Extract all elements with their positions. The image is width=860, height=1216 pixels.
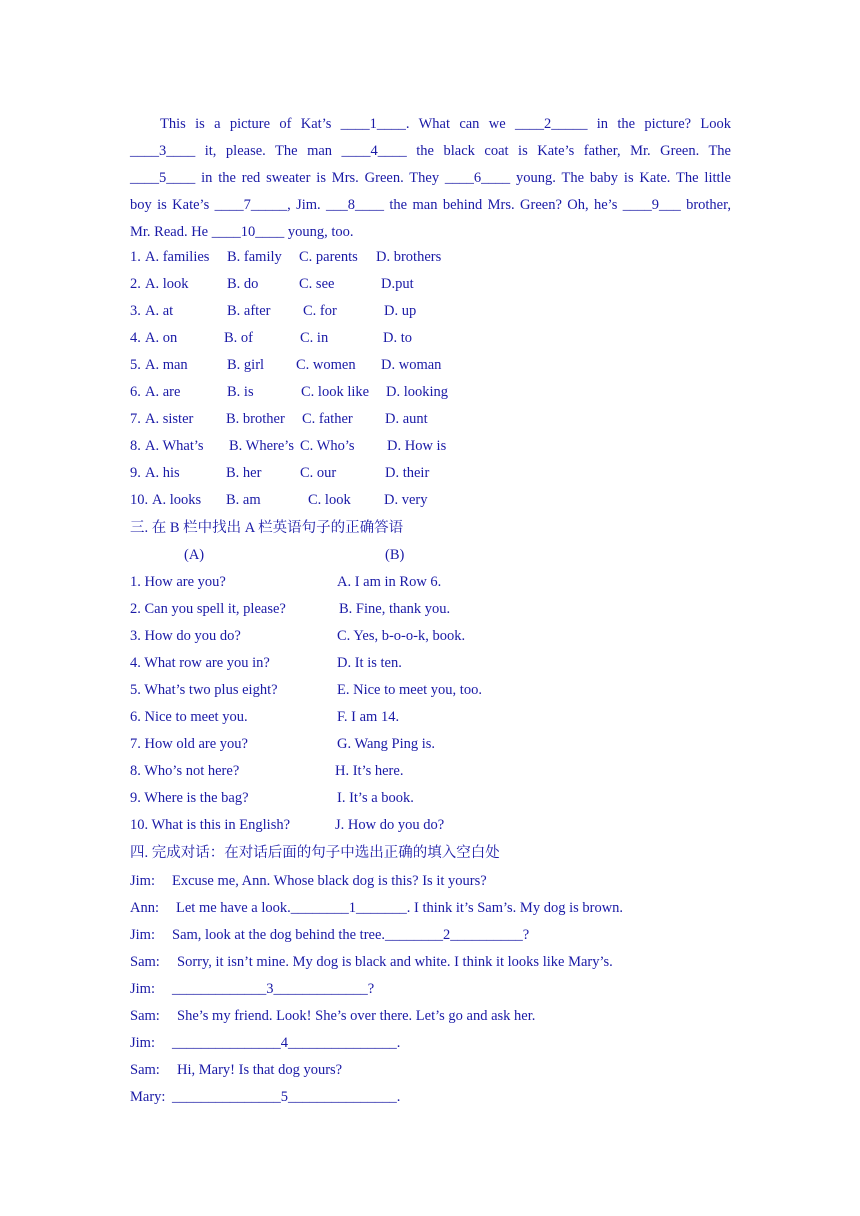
answer-b-8: H. It’s here. — [335, 763, 404, 779]
option-c: C. our — [300, 465, 337, 481]
speaker: Sam: — [130, 954, 160, 970]
passage-line-4: boy is Kate’s ____7_____, Jim. ___8____ the man behind Mrs. Green? Oh, he’s ____9___ brother, — [130, 197, 731, 213]
answer-b-9: I. It’s a book. — [337, 790, 414, 806]
passage-line-3: ____5____ in the red sweater is Mrs. Green. They ____6____ young. The baby is Kate. The little — [130, 170, 731, 186]
choice-number: 5. — [130, 357, 141, 373]
dialogue-text: Excuse me, Ann. Whose black dog is this? Is it yours? — [172, 873, 487, 889]
option-d: D. very — [384, 492, 428, 508]
option-b: B. is — [227, 384, 254, 400]
choice-number: 9. — [130, 465, 141, 481]
option-d: D. woman — [381, 357, 442, 373]
choice-number: 3. — [130, 303, 141, 319]
question-a-5: 5. What’s two plus eight? — [130, 682, 278, 698]
answer-b-1: A. I am in Row 6. — [337, 574, 442, 590]
option-a: A. are — [145, 384, 181, 400]
answer-b-3: C. Yes, b-o-o-k, book. — [337, 628, 466, 644]
speaker: Jim: — [130, 873, 155, 889]
option-c: C. for — [303, 303, 337, 319]
option-d: D. to — [383, 330, 412, 346]
option-b: B. family — [227, 249, 282, 265]
option-d: D. looking — [386, 384, 449, 400]
passage-line-5: Mr. Read. He ____10____ young, too. — [130, 224, 354, 240]
dialogue-text: _______________4_______________. — [172, 1035, 401, 1051]
section-3-title: 三. 在 B 栏中找出 A 栏英语句子的正确答语 — [130, 520, 404, 536]
speaker: Jim: — [130, 927, 155, 943]
option-b: B. of — [224, 330, 253, 346]
speaker: Mary: — [130, 1089, 166, 1105]
choice-number: 8. — [130, 438, 141, 454]
question-a-7: 7. How old are you? — [130, 736, 248, 752]
option-a: A. families — [145, 249, 210, 265]
speaker: Sam: — [130, 1008, 160, 1024]
option-d: D. brothers — [376, 249, 442, 265]
option-a: A. his — [145, 465, 180, 481]
question-a-4: 4. What row are you in? — [130, 655, 270, 671]
option-a: A. looks — [152, 492, 202, 508]
option-a: A. on — [145, 330, 178, 346]
choice-number: 7. — [130, 411, 141, 427]
question-a-1: 1. How are you? — [130, 574, 226, 590]
option-b: B. brother — [226, 411, 285, 427]
choice-number: 1. — [130, 249, 141, 265]
option-a: A. What’s — [145, 438, 204, 454]
option-c: C. look — [308, 492, 351, 508]
option-a: A. sister — [145, 411, 194, 427]
choice-number: 4. — [130, 330, 141, 346]
option-c: C. women — [296, 357, 356, 373]
option-b: B. am — [226, 492, 261, 508]
question-a-3: 3. How do you do? — [130, 628, 241, 644]
passage-line-2: ____3____ it, please. The man ____4____ the black coat is Kate’s father, Mr. Green. The — [130, 143, 731, 159]
option-c: C. Who’s — [300, 438, 355, 454]
option-b: B. do — [227, 276, 259, 292]
option-c: C. see — [299, 276, 335, 292]
option-d: D. their — [385, 465, 430, 481]
option-d: D.put — [381, 276, 414, 292]
option-d: D. How is — [387, 438, 447, 454]
dialogue-text: She’s my friend. Look! She’s over there. Let’s go and ask her. — [177, 1008, 536, 1024]
option-c: C. parents — [299, 249, 358, 265]
speaker: Ann: — [130, 900, 159, 916]
answer-b-6: F. I am 14. — [337, 709, 400, 725]
question-a-8: 8. Who’s not here? — [130, 763, 240, 779]
dialogue-text: _______________5_______________. — [172, 1089, 401, 1105]
dialogue-text: Hi, Mary! Is that dog yours? — [177, 1062, 343, 1078]
option-c: C. in — [300, 330, 329, 346]
speaker: Sam: — [130, 1062, 160, 1078]
option-c: C. father — [302, 411, 353, 427]
option-a: A. man — [145, 357, 188, 373]
option-a: A. at — [145, 303, 174, 319]
option-b: B. girl — [227, 357, 265, 373]
dialogue-text: Sorry, it isn’t mine. My dog is black and white. I think it looks like Mary’s. — [177, 954, 613, 970]
dialogue-text: Let me have a look.________1_______. I think it’s Sam’s. My dog is brown. — [176, 900, 624, 916]
column-b-header: (B) — [385, 547, 405, 563]
dialogue-text: Sam, look at the dog behind the tree.________2__________? — [172, 927, 530, 943]
speaker: Jim: — [130, 1035, 155, 1051]
option-d: D. up — [384, 303, 417, 319]
option-a: A. look — [145, 276, 189, 292]
answer-b-5: E. Nice to meet you, too. — [337, 682, 482, 698]
option-b: B. her — [226, 465, 262, 481]
speaker: Jim: — [130, 981, 155, 997]
choice-number: 10. — [130, 492, 149, 508]
answer-b-10: J. How do you do? — [335, 817, 445, 833]
choice-number: 2. — [130, 276, 141, 292]
column-a-header: (A) — [184, 547, 205, 563]
answer-b-4: D. It is ten. — [337, 655, 402, 671]
answer-b-2: B. Fine, thank you. — [339, 601, 451, 617]
option-b: B. Where’s — [229, 438, 294, 454]
question-a-2: 2. Can you spell it, please? — [130, 601, 286, 617]
option-d: D. aunt — [385, 411, 428, 427]
question-a-6: 6. Nice to meet you. — [130, 709, 248, 725]
passage-line-1: This is a picture of Kat’s ____1____. What can we ____2_____ in the picture? Look — [160, 116, 731, 132]
option-c: C. look like — [301, 384, 370, 400]
option-b: B. after — [227, 303, 271, 319]
question-a-10: 10. What is this in English? — [130, 817, 291, 833]
dialogue-text: _____________3_____________? — [172, 981, 375, 997]
question-a-9: 9. Where is the bag? — [130, 790, 249, 806]
answer-b-7: G. Wang Ping is. — [337, 736, 436, 752]
section-4-title: 四. 完成对话：在对话后面的句子中选出正确的填入空白处 — [130, 845, 500, 861]
choice-number: 6. — [130, 384, 141, 400]
